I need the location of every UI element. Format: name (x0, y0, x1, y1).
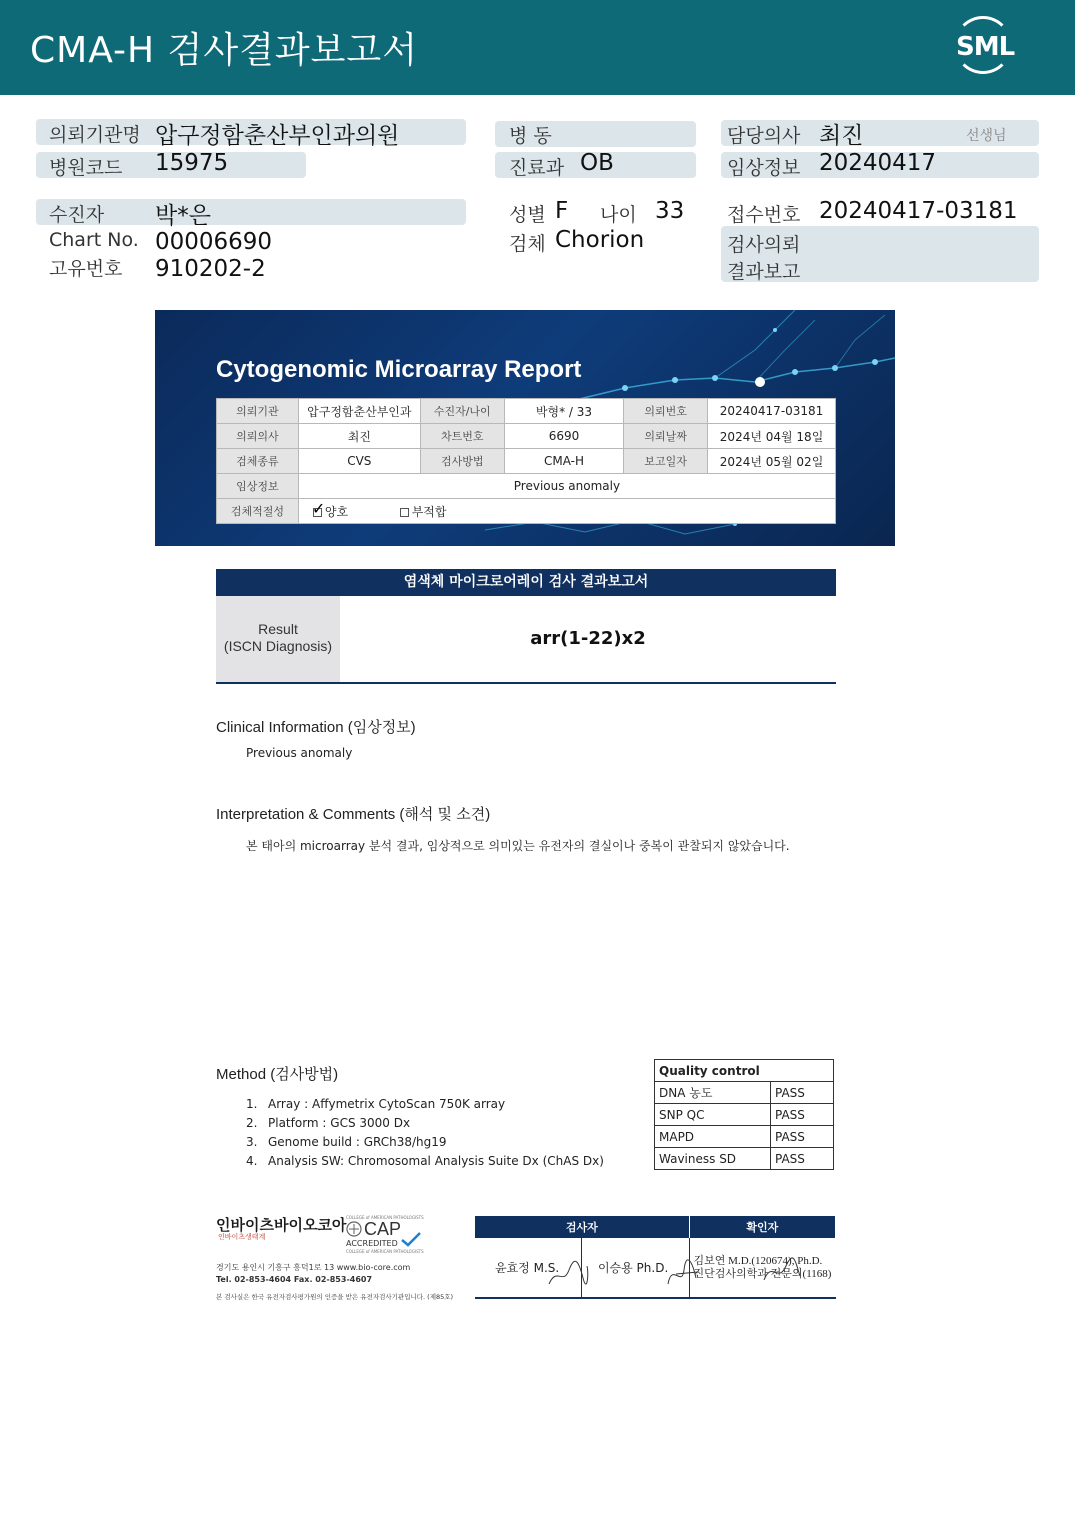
examiner1-cell (475, 1238, 581, 1298)
hospital-code-value: 15975 (155, 150, 229, 176)
confirmer-line1: 김보연 M.D.(120674), Ph.D. (693, 1254, 823, 1267)
confirmer-cell (689, 1238, 835, 1298)
banner-row: 검체적절성 ✓ 양호 부적합 (217, 499, 836, 524)
qc-row: SNP QC PASS (655, 1104, 834, 1126)
specimen-value: Chorion (555, 227, 645, 253)
requester-label: 의뢰기관명 (49, 124, 141, 146)
method-item: 3. Genome build : GRCh38/hg19 (246, 1135, 447, 1149)
clinical-value: 20240417 (819, 150, 937, 176)
doctor-suffix: 선생님 (966, 128, 1007, 144)
method-item: 1. Array : Affymetrix CytoScan 750K array (246, 1097, 506, 1111)
request-label: 검사의뢰 (727, 234, 801, 256)
report-title: CMA-H 검사결과보고서 (30, 30, 418, 71)
banner-title: Cytogenomic Microarray Report (216, 356, 582, 383)
sml-logo: SML (950, 14, 1020, 80)
report-banner (155, 310, 895, 546)
interpretation-title: Interpretation & Comments (해석 및 소견) (216, 806, 491, 823)
cap-accredited-logo: COLLEGE of AMERICAN PATHOLOGISTS CAP ACCREDITED COLLEGE of AMERICAN PATHOLOGISTS (346, 1215, 424, 1254)
specimen-label: 검체 (509, 233, 546, 255)
method-title: Method (검사방법) (216, 1066, 339, 1083)
sex-label: 성별 (509, 204, 546, 226)
dept-label: 진료과 (509, 157, 565, 179)
report-label: 결과보고 (727, 261, 801, 283)
clinical-label: 임상정보 (727, 157, 801, 179)
clinical-title: Clinical Information (임상정보) (216, 719, 416, 736)
adequacy-options: ✓ 양호 부적합 (298, 499, 835, 524)
method-list (246, 1095, 604, 1171)
result-box (216, 596, 836, 684)
examiner-header: 검사자 (475, 1216, 689, 1238)
banner-row: 의뢰기관 압구정함춘산부인과 수진자/나이 박형* / 33 의뢰번호 20240417-03181 (217, 399, 836, 424)
result-label: Result (ISCN Diagnosis) (216, 596, 340, 682)
result-header: 염색체 마이크로어레이 검사 결과보고서 (216, 569, 836, 596)
examiner1-name: 윤효정 M.S. (495, 1261, 560, 1275)
lab-sub: 인바이츠생태계 (218, 1233, 266, 1241)
confirmer-header: 확인자 (689, 1216, 835, 1238)
ward-label: 병 동 (509, 125, 552, 147)
result-value: arr(1-22)x2 (530, 628, 646, 649)
lab-tel: Tel. 02-853-4604 Fax. 02-853-4607 (216, 1275, 373, 1284)
doctor-label: 담당의사 (727, 125, 801, 147)
examiner2-cell (581, 1238, 689, 1298)
qc-row: Waviness SD PASS (655, 1148, 834, 1170)
signature-image (760, 1256, 804, 1286)
cap-emblem-icon (346, 1221, 362, 1237)
lab-name: 인바이츠바이오코아 (216, 1216, 347, 1234)
receipt-value: 20240417-03181 (819, 198, 1018, 224)
requester-value: 압구정함춘산부인과의원 (155, 123, 400, 149)
qc-title: Quality control (655, 1060, 834, 1082)
confirmer-line2: 진단검사의학과 전문의(1168) (693, 1267, 832, 1280)
dept-value: OB (580, 150, 614, 176)
interpretation-text: 본 태아의 microarray 분석 결과, 임상적으로 의미있는 유전자의 결실이나 중복이 관찰되지 않았습니다. (246, 839, 790, 853)
banner-row: 검체종류 CVS 검사방법 CMA-H 보고일자 2024년 05월 02일 (217, 449, 836, 474)
banner-row: 임상정보 Previous anomaly (217, 474, 836, 499)
clinical-text: Previous anomaly (246, 746, 353, 760)
age-label: 나이 (600, 204, 637, 226)
adequacy-good-checkbox (313, 508, 322, 517)
quality-control-table (654, 1059, 834, 1170)
unique-value: 910202-2 (155, 256, 266, 282)
checkmark-icon (400, 1231, 422, 1247)
method-item: 2. Platform : GCS 3000 Dx (246, 1116, 411, 1130)
header-bar (0, 0, 1075, 95)
hospital-code-label: 병원코드 (49, 157, 123, 179)
chart-label: Chart No. (49, 229, 139, 251)
method-item: 4. Analysis SW: Chromosomal Analysis Suite Dx (ChAS Dx) (246, 1154, 604, 1168)
receipt-label: 접수번호 (727, 204, 801, 226)
doctor-value: 최진 (819, 123, 864, 149)
adequacy-bad-checkbox (400, 508, 409, 517)
patient-value: 박*은 (155, 203, 211, 229)
chart-value: 00006690 (155, 229, 273, 255)
signature-table (475, 1216, 836, 1299)
banner-clinical-value: Previous anomaly (298, 474, 835, 499)
sex-value: F (555, 198, 569, 224)
qc-row: MAPD PASS (655, 1126, 834, 1148)
banner-row: 의뢰의사 최진 차트번호 6690 의뢰날짜 2024년 04월 18일 (217, 424, 836, 449)
age-value: 33 (655, 198, 685, 224)
lab-address: 경기도 용인시 기흥구 흥덕1로 13 www.bio-core.com (216, 1263, 411, 1272)
qc-row: DNA 농도 PASS (655, 1082, 834, 1104)
unique-label: 고유번호 (49, 258, 123, 280)
patient-label: 수진자 (49, 204, 105, 226)
lab-notice: 본 검사실은 한국 유전자검사평가원의 인증을 받은 유전자검사기관입니다. (제85호) (216, 1293, 454, 1301)
examiner2-name: 이승용 Ph.D. (597, 1261, 669, 1275)
banner-info-table (216, 398, 836, 524)
